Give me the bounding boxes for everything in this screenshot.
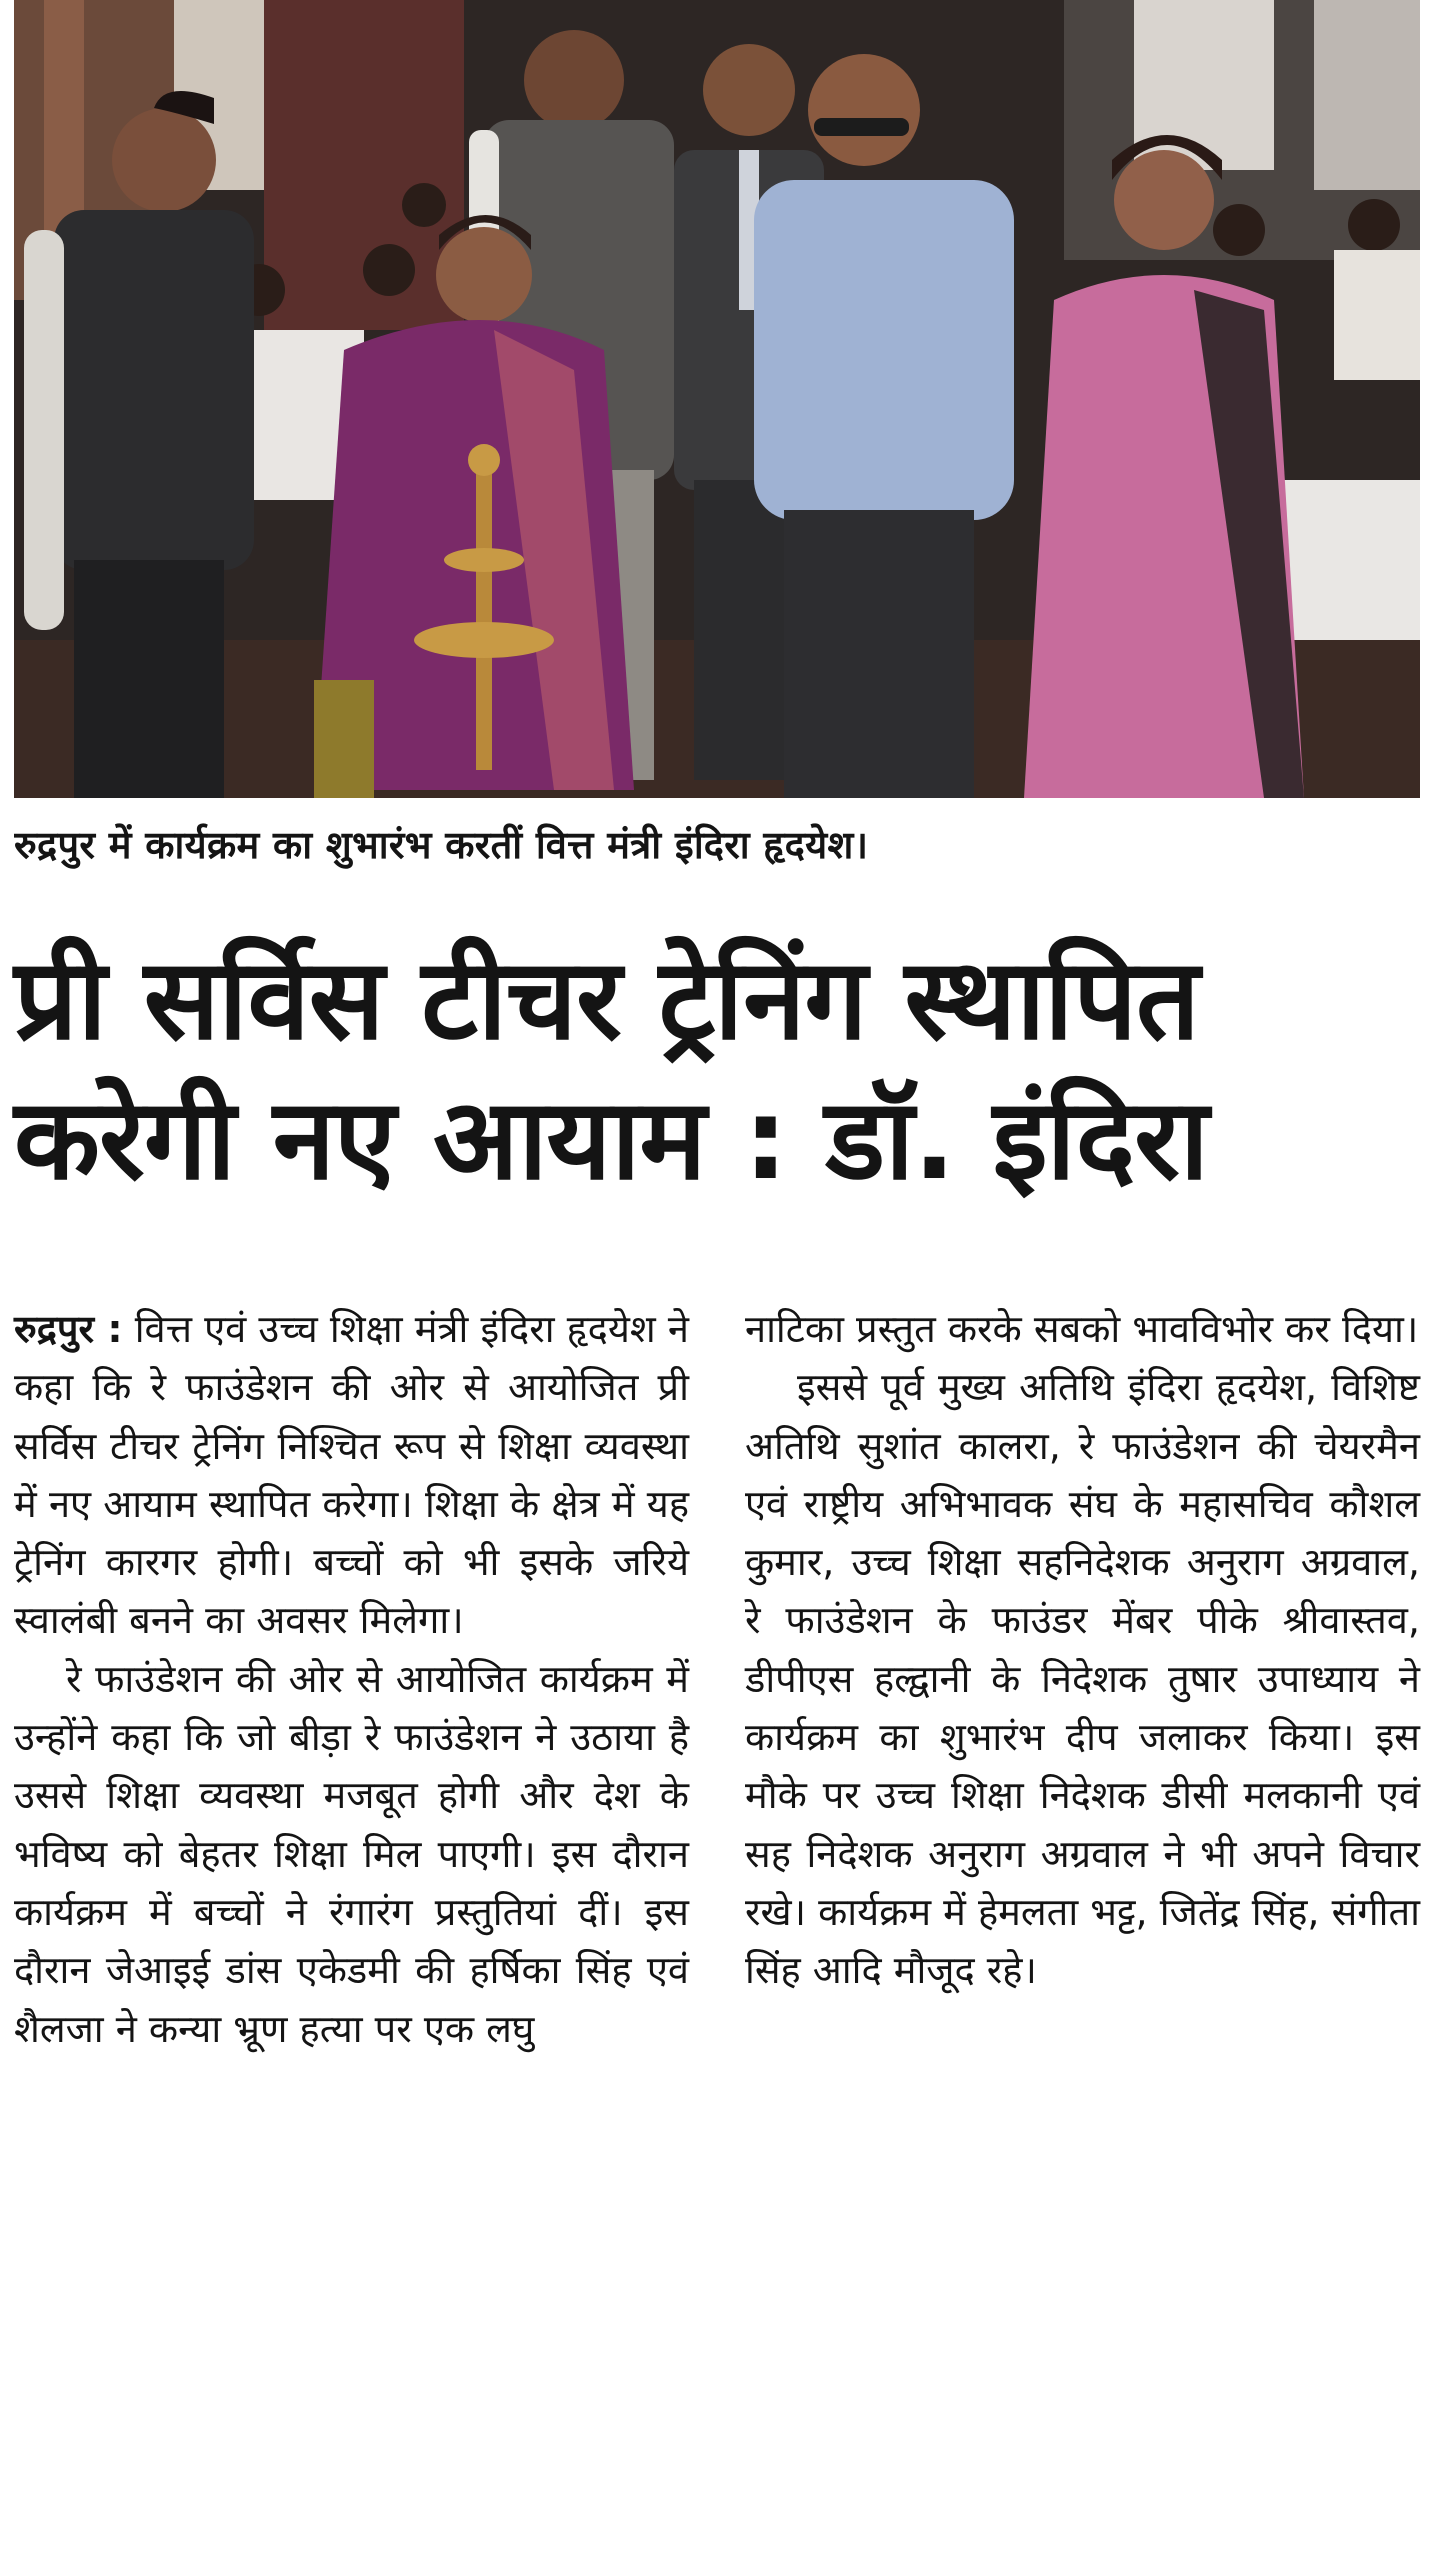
news-photo-illustration	[14, 0, 1420, 798]
paragraph-text: वित्त एवं उच्च शिक्षा मंत्री इंदिरा हृदयेश ने कहा कि रे फाउंडेशन की ओर से आयोजित प्री सर्विस टीचर ट्रेनिंग निश्चित रूप से शिक्षा व्यवस्था में नए आयाम स्थापित करेगा। शिक्षा के क्षेत्र में यह ट्रेनिंग कारगर होगी। बच्चों को भी इसके जरिये स्वालंबी बनने का अवसर मिलेगा।	[14, 1307, 689, 1643]
article-column-right	[745, 1300, 1420, 2000]
article-column-left	[14, 1300, 689, 2058]
headline	[14, 930, 1420, 1210]
headline-line-1: प्री सर्विस टीचर ट्रेनिंग स्थापित	[14, 935, 1199, 1065]
photo-caption: रुद्रपुर में कार्यक्रम का शुभारंभ करतीं वित्त मंत्री इंदिरा हृदयेश।	[14, 823, 869, 867]
article-paragraph: नाटिका प्रस्तुत करके सबको भावविभोर कर दिया।	[745, 1307, 1419, 1351]
article-paragraph: रे फाउंडेशन की ओर से आयोजित कार्यक्रम में उन्होंने कहा कि जो बीड़ा रे फाउंडेशन ने उठाया है उससे शिक्षा व्यवस्था मजबूत होगी और देश के भविष्य को बेहतर शिक्षा मिल पाएगी। इस दौरान कार्यक्रम में बच्चों ने रंगारंग प्रस्तुतियां दीं। इस दौरान जेआइई डांस एकेडमी की हर्षिका सिंह एवं शैलजा ने कन्या भ्रूण हत्या पर एक लघु	[14, 1656, 689, 2051]
headline-line-2: करेगी नए आयाम : डॉ. इंदिरा	[14, 1075, 1208, 1205]
article-paragraph: इससे पूर्व मुख्य अतिथि इंदिरा हृदयेश, विशिष्ट अतिथि सुशांत कालरा, रे फाउंडेशन की चेयरमैन एवं राष्ट्रीय अभिभावक संघ के महासचिव कौशल कुमार, उच्च शिक्षा सहनिदेशक अनुराग अग्रवाल, रे फाउंडेशन के फाउंडर मेंबर पीके श्रीवास्तव, डीपीएस हल्द्वानी के निदेशक तुषार उपाध्याय ने कार्यक्रम का शुभारंभ दीप जलाकर किया। इस मौके पर उच्च शिक्षा निदेशक डीसी मलकानी एवं सह निदेशक अनुराग अग्रवाल ने भी अपने विचार रखे। कार्यक्रम में हेमलता भट्ट, जितेंद्र सिंह, संगीता सिंह आदि मौजूद रहे।	[745, 1365, 1420, 1993]
article-paragraph	[14, 1300, 689, 1650]
news-photo	[14, 0, 1420, 798]
dateline: रुद्रपुर :	[14, 1307, 123, 1351]
article-body	[14, 1300, 1420, 2540]
